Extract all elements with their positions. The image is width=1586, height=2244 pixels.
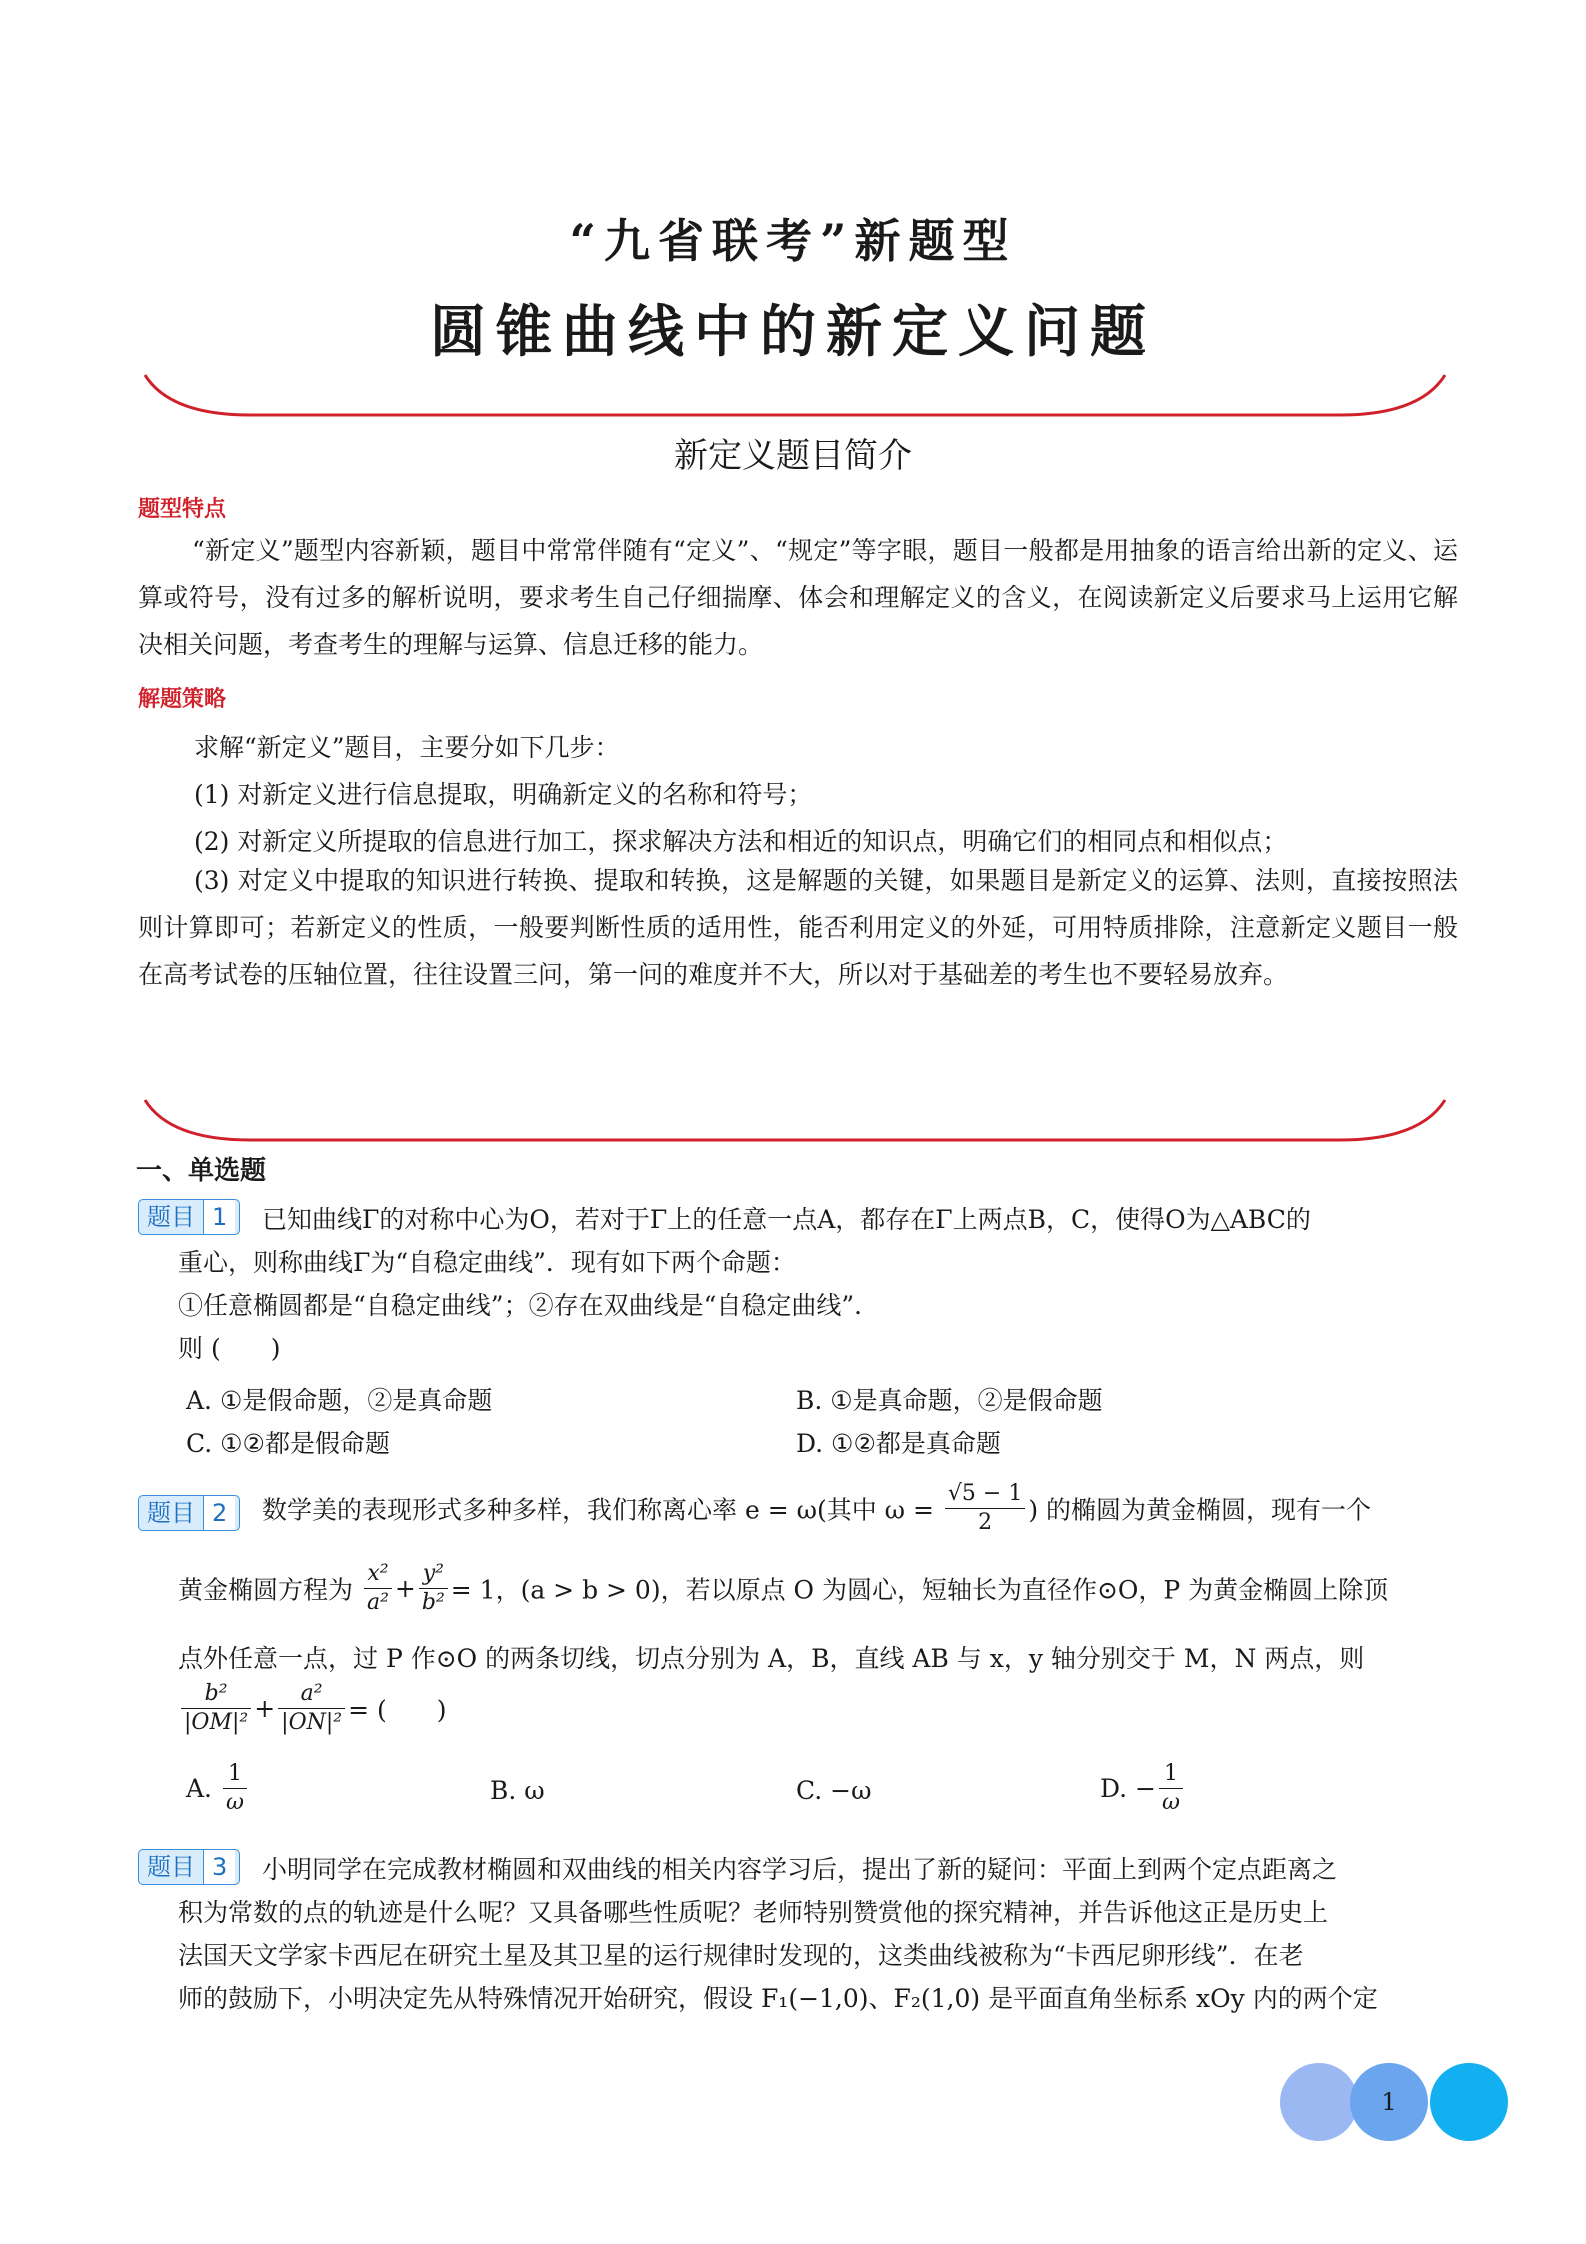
q1-option-b: B. ①是真命题，②是假命题 (796, 1386, 1103, 1415)
intro-paragraph-1: “新定义”题型内容新颖，题目中常常伴随有“定义”、“规定”等字眼，题目一般都是用抽象的语言给出新的定义、运算或符号，没有过多的解析说明，要求考生自己仔细揣摩、体会和理解定义的含义，在阅读新定义后要求马上运用它解决相关问题，考查考生的理解与运算、信息迁移的能力。 (138, 536, 1458, 659)
q3-line-1: 小明同学在完成教材椭圆和双曲线的相关内容学习后，提出了新的疑问：平面上到两个定点距离之 (262, 1855, 1338, 1884)
strategy-intro: 求解“新定义”题目，主要分如下几步： (194, 733, 620, 762)
strategy-step-1: (1) 对新定义进行信息提取，明确新定义的名称和符号； (194, 780, 813, 809)
y-term-numerator: y² (419, 1560, 448, 1589)
option-a-denominator: ω (225, 1790, 244, 1815)
q2-line-1 (262, 1480, 1371, 1537)
option-a-label: A. (186, 1774, 213, 1803)
ellipse-y-term (419, 1560, 448, 1617)
strategy-step-3: (3) 对定义中提取的知识进行转换、提取和转换，这是解题的关键，如果题目是新定义的运算、法则，直接按照法则计算即可；若新定义的性质，一般要判断性质的适用性，能否利用定义的外延，可用特质排除，注意新定义题目一般在高考试卷的压轴位置，往往设置三问，第一问的难度并不大，所以对于基础差的考生也不要轻易放弃。 (138, 866, 1458, 989)
question-badge-number: 1 (203, 1200, 235, 1234)
option-a-numerator: 1 (223, 1760, 247, 1789)
page-number: 1 (1381, 2088, 1397, 2116)
q2-line-3: 点外任意一点，过 P 作⊙O 的两条切线，切点分别为 A，B，直线 AB 与 x，y 轴分别交于 M，N 两点，则 (178, 1644, 1365, 1673)
q2-line-2-text: 黄金椭圆方程为 (178, 1575, 354, 1605)
tag-strategy: 解题策略 (138, 687, 227, 712)
x-term-denominator: a² (366, 1590, 389, 1615)
question-badge-1 (138, 1199, 240, 1235)
q2-option-d (1100, 1760, 1186, 1817)
question-badge-number: 2 (203, 1496, 235, 1530)
question-badge-label: 题目 (147, 1853, 195, 1881)
option-d-numerator: 1 (1159, 1760, 1183, 1789)
question-badge-label: 题目 (147, 1203, 195, 1231)
q2-expression (178, 1680, 447, 1737)
intro-section-title: 新定义题目简介 (674, 436, 912, 476)
option-a-fraction (223, 1760, 247, 1817)
section-heading-single-choice: 一、单选题 (136, 1156, 267, 1186)
question-badge-number: 3 (203, 1850, 235, 1884)
expr-2-denominator: |ON|² (281, 1710, 343, 1735)
page-decor-circle-left (1280, 2063, 1358, 2141)
q3-line-3: 法国天文学家卡西尼在研究土星及其卫星的运行规律时发现的，这类曲线被称为“卡西尼卵形线”．在老 (178, 1941, 1304, 1970)
ellipse-x-term (364, 1560, 392, 1617)
plus-sign: + (394, 1574, 416, 1603)
q2-option-a (186, 1760, 250, 1817)
omega-numerator: √5 − 1 (945, 1480, 1025, 1509)
q2-line-1-text: 数学美的表现形式多种多样，我们称离心率 e = ω(其中 ω = (262, 1495, 934, 1525)
q3-line-4: 师的鼓励下，小明决定先从特殊情况开始研究，假设 F₁(−1,0)、F₂(1,0) 是平面直角坐标系 xOy 内的两个定 (178, 1984, 1378, 2013)
decorative-arc-bottom (140, 1095, 1450, 1145)
title-line-1: “九省联考”新题型 (569, 214, 1017, 268)
tag-features: 题型特点 (138, 497, 227, 522)
title-line-2: 圆锥曲线中的新定义问题 (430, 299, 1156, 365)
option-d-label: D. − (1100, 1774, 1156, 1803)
expr-fraction-2 (278, 1680, 345, 1737)
expr-2-numerator: a² (278, 1680, 345, 1709)
q2-line-2 (178, 1560, 1388, 1617)
decorative-arc-top (140, 370, 1450, 420)
expr-fraction-1 (181, 1680, 251, 1737)
y-term-denominator: b² (421, 1590, 445, 1615)
question-badge-label: 题目 (147, 1499, 195, 1527)
omega-fraction (945, 1480, 1025, 1537)
plus-sign: + (254, 1694, 276, 1723)
q2-option-b: B. ω (490, 1776, 545, 1805)
x-term-numerator: x² (364, 1560, 392, 1589)
omega-denominator: 2 (978, 1510, 993, 1535)
q1-option-a: A. ①是假命题，②是真命题 (186, 1386, 493, 1415)
q1-line-1: 已知曲线Γ的对称中心为O，若对于Γ上的任意一点A，都存在Γ上两点B，C，使得O为△ABC的 (262, 1205, 1311, 1234)
question-badge-2 (138, 1495, 240, 1531)
q2-option-c: C. −ω (796, 1776, 872, 1805)
strategy-step-2: (2) 对新定义所提取的信息进行加工，探求解决方法和相近的知识点，明确它们的相同点和相似点； (194, 827, 1288, 856)
expr-1-numerator: b² (181, 1680, 251, 1709)
q1-option-c: C. ①②都是假命题 (186, 1429, 390, 1458)
expr-tail: = ( ) (348, 1695, 447, 1725)
option-d-denominator: ω (1162, 1790, 1180, 1815)
q1-option-d: D. ①②都是真命题 (796, 1429, 1001, 1458)
q2-line-2-tail: = 1，(a > b > 0)，若以原点 O 为圆心，短轴长为直径作⊙O，P 为黄金椭圆上除顶 (450, 1575, 1389, 1605)
page-decor-circle-right (1430, 2063, 1508, 2141)
q2-line-1-tail: ) 的椭圆为黄金椭圆，现有一个 (1028, 1495, 1372, 1525)
q1-line-2: 重心，则称曲线Γ为“自稳定曲线”．现有如下两个命题： (178, 1248, 796, 1277)
q3-line-2: 积为常数的点的轨迹是什么呢？又具备哪些性质呢？老师特别赞赏他的探究精神，并告诉他这正是历史上 (178, 1898, 1329, 1927)
q1-line-4: 则 ( ) (178, 1334, 281, 1363)
q1-line-3: ①任意椭圆都是“自稳定曲线”；②存在双曲线是“自稳定曲线”． (178, 1291, 880, 1320)
question-badge-3 (138, 1849, 240, 1885)
expr-1-denominator: |OM|² (184, 1710, 249, 1735)
option-d-fraction (1159, 1760, 1183, 1817)
